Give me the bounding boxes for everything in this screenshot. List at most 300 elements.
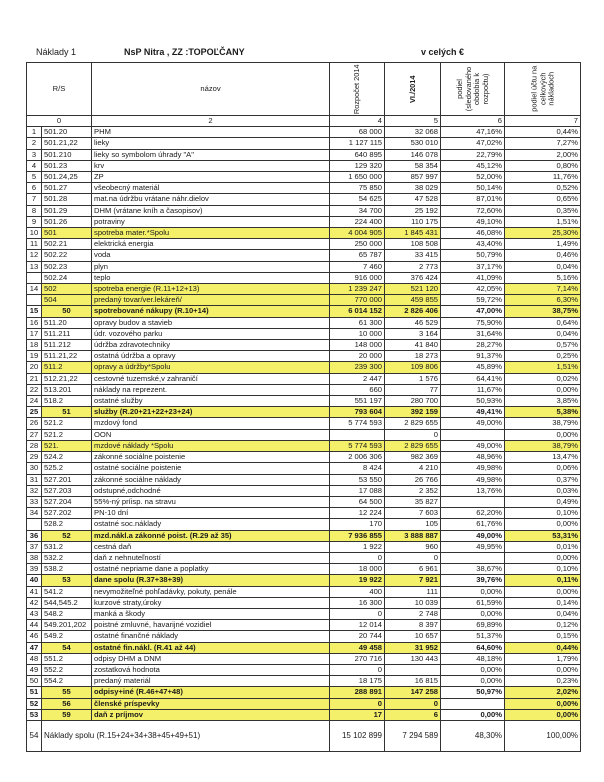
item-name: mzdové náklady *Spolu (92, 440, 330, 451)
account-code: 521. (42, 440, 92, 451)
table-row (27, 216, 581, 227)
row-number: 39 (27, 564, 42, 575)
row-number: 15 (27, 306, 42, 317)
row-number: 12 (27, 250, 42, 261)
actual-value: 2 748 (385, 608, 441, 619)
row-number: 40 (27, 575, 42, 586)
account-code: 502.23 (42, 261, 92, 272)
account-code: 524.2 (42, 452, 92, 463)
account-code: 518.2 (42, 396, 92, 407)
budget-value: 68 000 (330, 127, 385, 138)
budget-value: 2 006 306 (330, 452, 385, 463)
table-row (27, 284, 581, 295)
table-row (27, 317, 581, 328)
account-code: 502 (42, 284, 92, 295)
budget-value: 65 787 (330, 250, 385, 261)
col-rs: R/S (27, 63, 92, 116)
share-total: 7,14% (505, 284, 581, 295)
actual-value: 77 (385, 384, 441, 395)
actual-value: 280 700 (385, 396, 441, 407)
account-code: 521.2 (42, 429, 92, 440)
actual-value: 2 773 (385, 261, 441, 272)
budget-value: 61 300 (330, 317, 385, 328)
share-total: 0,10% (505, 508, 581, 519)
budget-value: 170 (330, 519, 385, 530)
total-b: 7 294 589 (385, 720, 441, 751)
account-code: 501.26 (42, 216, 92, 227)
share-budget: 28,27% (441, 340, 505, 351)
account-code: 527.202 (42, 508, 92, 519)
budget-value: 270 716 (330, 653, 385, 664)
share-budget: 0,00% (441, 586, 505, 597)
share-total: 13,47% (505, 452, 581, 463)
row-number: 4 (27, 160, 42, 171)
share-total: 38,75% (505, 306, 581, 317)
item-name: cestovné tuzemské,v zahraničí (92, 373, 330, 384)
table-row (27, 396, 581, 407)
table-row (27, 519, 581, 530)
col-share-budget: podiel (sledovaného obdobia k rozpočtu) (441, 63, 505, 116)
table-row (27, 496, 581, 507)
budget-value: 18 175 (330, 676, 385, 687)
budget-value: 7 460 (330, 261, 385, 272)
actual-value: 147 258 (385, 687, 441, 698)
budget-value: 770 000 (330, 295, 385, 306)
table-row (27, 440, 581, 451)
col-budget: Rozpočet 2014 (330, 63, 385, 116)
share-total: 0,03% (505, 485, 581, 496)
row-number: 31 (27, 474, 42, 485)
share-budget: 59,72% (441, 295, 505, 306)
share-total: 1,49% (505, 239, 581, 250)
share-budget: 0,00% (441, 676, 505, 687)
row-number: 49 (27, 664, 42, 675)
share-budget (441, 429, 505, 440)
table-row (27, 183, 581, 194)
table-row (27, 429, 581, 440)
share-budget: 46,08% (441, 228, 505, 239)
account-code: 552.2 (42, 664, 92, 675)
item-name: manká a škody (92, 608, 330, 619)
share-total: 2,00% (505, 149, 581, 160)
share-total: 38,79% (505, 418, 581, 429)
row-number: 41 (27, 586, 42, 597)
share-total: 0,00% (505, 664, 581, 675)
share-total: 1,51% (505, 362, 581, 373)
account-code: 501.20 (42, 127, 92, 138)
share-budget: 48,96% (441, 452, 505, 463)
item-name: dane spolu (R.37+38+39) (92, 575, 330, 586)
account-code: 55 (42, 687, 92, 698)
col-share-total: podiel účtu na celkových nákladoch (505, 63, 581, 116)
budget-value: 239 300 (330, 362, 385, 373)
row-number: 17 (27, 328, 42, 339)
actual-value: 0 (385, 429, 441, 440)
item-name: opravy budov a stavieb (92, 317, 330, 328)
account-code: 527.201 (42, 474, 92, 485)
actual-value: 3 888 887 (385, 530, 441, 541)
actual-value: 2 829 655 (385, 440, 441, 451)
budget-value: 1 922 (330, 541, 385, 552)
row-number: 1 (27, 127, 42, 138)
share-total: 0,64% (505, 317, 581, 328)
row-number (27, 519, 42, 530)
header-center: NsP Nitra , ZZ :TOPOĽČANY (124, 47, 245, 57)
share-budget: 50,97% (441, 687, 505, 698)
share-budget: 0,00% (441, 664, 505, 675)
account-code: 521.2 (42, 418, 92, 429)
account-code: 502.24 (42, 272, 92, 283)
actual-value: 16 815 (385, 676, 441, 687)
share-total: 0,04% (505, 608, 581, 619)
actual-value: 32 068 (385, 127, 441, 138)
table-row (27, 586, 581, 597)
share-total: 0,37% (505, 474, 581, 485)
budget-value: 19 922 (330, 575, 385, 586)
item-name: členské príspevky (92, 698, 330, 709)
total-d: 100,00% (505, 720, 581, 751)
row-number: 53 (27, 709, 42, 720)
budget-value: 8 424 (330, 463, 385, 474)
actual-value: 111 (385, 586, 441, 597)
item-name: ostatná údržba a opravy (92, 351, 330, 362)
account-code: 549.201,202 (42, 620, 92, 631)
share-total: 0,57% (505, 340, 581, 351)
actual-value: 25 192 (385, 205, 441, 216)
budget-value: 4 004 905 (330, 228, 385, 239)
actual-value: 38 029 (385, 183, 441, 194)
share-total: 5,16% (505, 272, 581, 283)
item-name: ZP (92, 172, 330, 183)
item-name: zákonné sociálne náklady (92, 474, 330, 485)
row-number: 3 (27, 149, 42, 160)
row-number: 5 (27, 172, 42, 183)
row-number: 19 (27, 351, 42, 362)
share-budget (441, 552, 505, 563)
share-budget: 0,00% (441, 608, 505, 619)
budget-value: 0 (330, 552, 385, 563)
budget-value: 17 088 (330, 485, 385, 496)
table-row (27, 239, 581, 250)
row-number: 16 (27, 317, 42, 328)
account-code: 527.204 (42, 496, 92, 507)
actual-value: 6 (385, 709, 441, 720)
share-total: 6,30% (505, 295, 581, 306)
budget-value: 0 (330, 698, 385, 709)
row-number: 14 (27, 284, 42, 295)
share-budget: 48,18% (441, 653, 505, 664)
account-code: 501.210 (42, 149, 92, 160)
actual-value: 3 164 (385, 328, 441, 339)
account-code: 52 (42, 530, 92, 541)
item-name: cestná daň (92, 541, 330, 552)
row-number: 9 (27, 216, 42, 227)
account-code: 501 (42, 228, 92, 239)
row-number: 33 (27, 496, 42, 507)
share-total: 1,51% (505, 216, 581, 227)
budget-value: 34 700 (330, 205, 385, 216)
budget-value: 5 774 593 (330, 418, 385, 429)
actual-value: 1 576 (385, 373, 441, 384)
budget-value (330, 429, 385, 440)
row-number: 11 (27, 239, 42, 250)
account-code: 527.203 (42, 485, 92, 496)
item-name: OON (92, 429, 330, 440)
actual-value: 26 766 (385, 474, 441, 485)
share-budget: 11,67% (441, 384, 505, 395)
budget-value: 916 000 (330, 272, 385, 283)
budget-value: 10 000 (330, 328, 385, 339)
account-code: 54 (42, 642, 92, 653)
share-total: 0,65% (505, 194, 581, 205)
share-budget: 49,41% (441, 407, 505, 418)
item-name: náklady na reprezent. (92, 384, 330, 395)
item-name: služby (R.20+21+22+23+24) (92, 407, 330, 418)
share-total: 0,15% (505, 631, 581, 642)
account-code: 541.2 (42, 586, 92, 597)
budget-value: 75 850 (330, 183, 385, 194)
share-total: 0,00% (505, 519, 581, 530)
account-code: 525.2 (42, 463, 92, 474)
share-total: 0,14% (505, 597, 581, 608)
row-number: 27 (27, 429, 42, 440)
share-budget: 62,20% (441, 508, 505, 519)
actual-value: 47 528 (385, 194, 441, 205)
row-number: 38 (27, 552, 42, 563)
share-budget: 91,37% (441, 351, 505, 362)
share-total: 0,49% (505, 496, 581, 507)
row-number: 28 (27, 440, 42, 451)
share-total: 0,04% (505, 328, 581, 339)
item-name: ostatné finančné náklady (92, 631, 330, 642)
actual-value: 857 997 (385, 172, 441, 183)
share-total: 0,12% (505, 620, 581, 631)
table-row (27, 407, 581, 418)
share-budget: 45,89% (441, 362, 505, 373)
row-number: 43 (27, 608, 42, 619)
actual-value: 10 657 (385, 631, 441, 642)
share-total: 0,00% (505, 709, 581, 720)
table-row (27, 620, 581, 631)
table-row (27, 384, 581, 395)
table-row (27, 340, 581, 351)
table-row (27, 351, 581, 362)
budget-value: 20 000 (330, 351, 385, 362)
account-code: 548.2 (42, 608, 92, 619)
table-row (27, 653, 581, 664)
share-budget: 13,76% (441, 485, 505, 496)
item-name: lieky (92, 138, 330, 149)
table-row (27, 474, 581, 485)
actual-value: 0 (385, 698, 441, 709)
table-row (27, 306, 581, 317)
total-r: 54 (27, 720, 42, 751)
table-row (27, 664, 581, 675)
share-budget: 50,93% (441, 396, 505, 407)
table-row (27, 328, 581, 339)
budget-value: 640 895 (330, 149, 385, 160)
col-actual: VI./2014 (385, 63, 441, 116)
share-total: 0,00% (505, 384, 581, 395)
actual-value: 982 369 (385, 452, 441, 463)
table-row (27, 698, 581, 709)
account-code: 511.21,22 (42, 351, 92, 362)
column-number-row: 0 2 4 5 6 7 (27, 116, 581, 127)
account-code: 501.29 (42, 205, 92, 216)
col-nazov: názov (92, 63, 330, 116)
share-total: 0,00% (505, 552, 581, 563)
item-name: predaný materiál (92, 676, 330, 687)
budget-value: 7 936 855 (330, 530, 385, 541)
account-code: 513.201 (42, 384, 92, 395)
item-name: plyn (92, 261, 330, 272)
row-number (27, 272, 42, 283)
row-number: 37 (27, 541, 42, 552)
share-budget: 50,79% (441, 250, 505, 261)
share-budget: 38,67% (441, 564, 505, 575)
item-name: všeobecný materiál (92, 183, 330, 194)
share-budget: 49,00% (441, 418, 505, 429)
item-name: potraviny (92, 216, 330, 227)
actual-value: 33 415 (385, 250, 441, 261)
budget-value: 1 650 000 (330, 172, 385, 183)
item-name: 55%-ný príisp. na stravu (92, 496, 330, 507)
table-row (27, 228, 581, 239)
item-name: kurzové straty,úroky (92, 597, 330, 608)
actual-value: 58 354 (385, 160, 441, 171)
row-number: 10 (27, 228, 42, 239)
share-budget: 43,40% (441, 239, 505, 250)
table-row (27, 295, 581, 306)
share-total: 1,79% (505, 653, 581, 664)
budget-value: 54 625 (330, 194, 385, 205)
account-code: 51 (42, 407, 92, 418)
share-budget: 41,09% (441, 272, 505, 283)
budget-value: 288 891 (330, 687, 385, 698)
table-row (27, 272, 581, 283)
actual-value: 41 840 (385, 340, 441, 351)
budget-value: 551 197 (330, 396, 385, 407)
actual-value: 105 (385, 519, 441, 530)
budget-value: 793 604 (330, 407, 385, 418)
table-row (27, 205, 581, 216)
budget-value: 148 000 (330, 340, 385, 351)
row-number: 46 (27, 631, 42, 642)
budget-value: 18 000 (330, 564, 385, 575)
account-code: 511.212 (42, 340, 92, 351)
row-number: 2 (27, 138, 42, 149)
share-total: 0,01% (505, 541, 581, 552)
share-total: 25,30% (505, 228, 581, 239)
account-code: 511.2 (42, 362, 92, 373)
item-name: odstupné,odchodné (92, 485, 330, 496)
item-name: zostatková hodnota (92, 664, 330, 675)
actual-value: 392 159 (385, 407, 441, 418)
share-budget (441, 496, 505, 507)
budget-value: 2 447 (330, 373, 385, 384)
budget-value: 20 744 (330, 631, 385, 642)
row-number: 30 (27, 463, 42, 474)
budget-value: 53 550 (330, 474, 385, 485)
budget-value: 0 (330, 608, 385, 619)
row-number: 6 (27, 183, 42, 194)
table-row (27, 127, 581, 138)
budget-value: 660 (330, 384, 385, 395)
share-total: 0,80% (505, 160, 581, 171)
share-budget: 61,59% (441, 597, 505, 608)
share-total: 0,00% (505, 698, 581, 709)
share-total: 0,11% (505, 575, 581, 586)
account-code: 538.2 (42, 564, 92, 575)
share-total: 0,00% (505, 429, 581, 440)
table-row (27, 687, 581, 698)
table-row (27, 709, 581, 720)
actual-value: 4 210 (385, 463, 441, 474)
cost-table (26, 62, 581, 752)
account-code: 502.21 (42, 239, 92, 250)
share-budget: 51,37% (441, 631, 505, 642)
actual-value: 108 508 (385, 239, 441, 250)
budget-value: 12 014 (330, 620, 385, 631)
share-total: 0,02% (505, 373, 581, 384)
share-budget: 49,00% (441, 440, 505, 451)
total-c: 48,30% (441, 720, 505, 751)
row-number: 20 (27, 362, 42, 373)
actual-value: 2 829 655 (385, 418, 441, 429)
item-name: odpisy DHM a DNM (92, 653, 330, 664)
table-row (27, 463, 581, 474)
actual-value: 35 827 (385, 496, 441, 507)
share-total: 0,44% (505, 127, 581, 138)
account-code: 502.22 (42, 250, 92, 261)
share-budget: 47,02% (441, 138, 505, 149)
share-budget: 47,00% (441, 306, 505, 317)
account-code: 56 (42, 698, 92, 709)
budget-value: 0 (330, 664, 385, 675)
table-row (27, 194, 581, 205)
share-total: 7,27% (505, 138, 581, 149)
share-budget: 42,05% (441, 284, 505, 295)
item-name: DHM (vrátane kníh a časopisov) (92, 205, 330, 216)
item-name: poistné zmluvné, havarijné vozidiel (92, 620, 330, 631)
share-budget: 31,64% (441, 328, 505, 339)
account-code: 531.2 (42, 541, 92, 552)
actual-value: 376 424 (385, 272, 441, 283)
row-number: 18 (27, 340, 42, 351)
actual-value: 1 845 431 (385, 228, 441, 239)
share-total: 0,46% (505, 250, 581, 261)
share-total: 0,25% (505, 351, 581, 362)
item-name: ostatné soc.náklady (92, 519, 330, 530)
actual-value: 46 529 (385, 317, 441, 328)
share-budget: 45,12% (441, 160, 505, 171)
table-row (27, 642, 581, 653)
share-budget: 49,00% (441, 530, 505, 541)
actual-value: 2 826 406 (385, 306, 441, 317)
table-row (27, 541, 581, 552)
actual-value: 109 806 (385, 362, 441, 373)
budget-value: 129 320 (330, 160, 385, 171)
share-budget: 87,01% (441, 194, 505, 205)
actual-value: 10 039 (385, 597, 441, 608)
share-total: 5,38% (505, 407, 581, 418)
account-code: 544,545.2 (42, 597, 92, 608)
table-row (27, 564, 581, 575)
share-total: 3,85% (505, 396, 581, 407)
item-name: ostatné fin.nákl. (R.41 až 44) (92, 642, 330, 653)
item-name: ostatné služby (92, 396, 330, 407)
row-number: 8 (27, 205, 42, 216)
